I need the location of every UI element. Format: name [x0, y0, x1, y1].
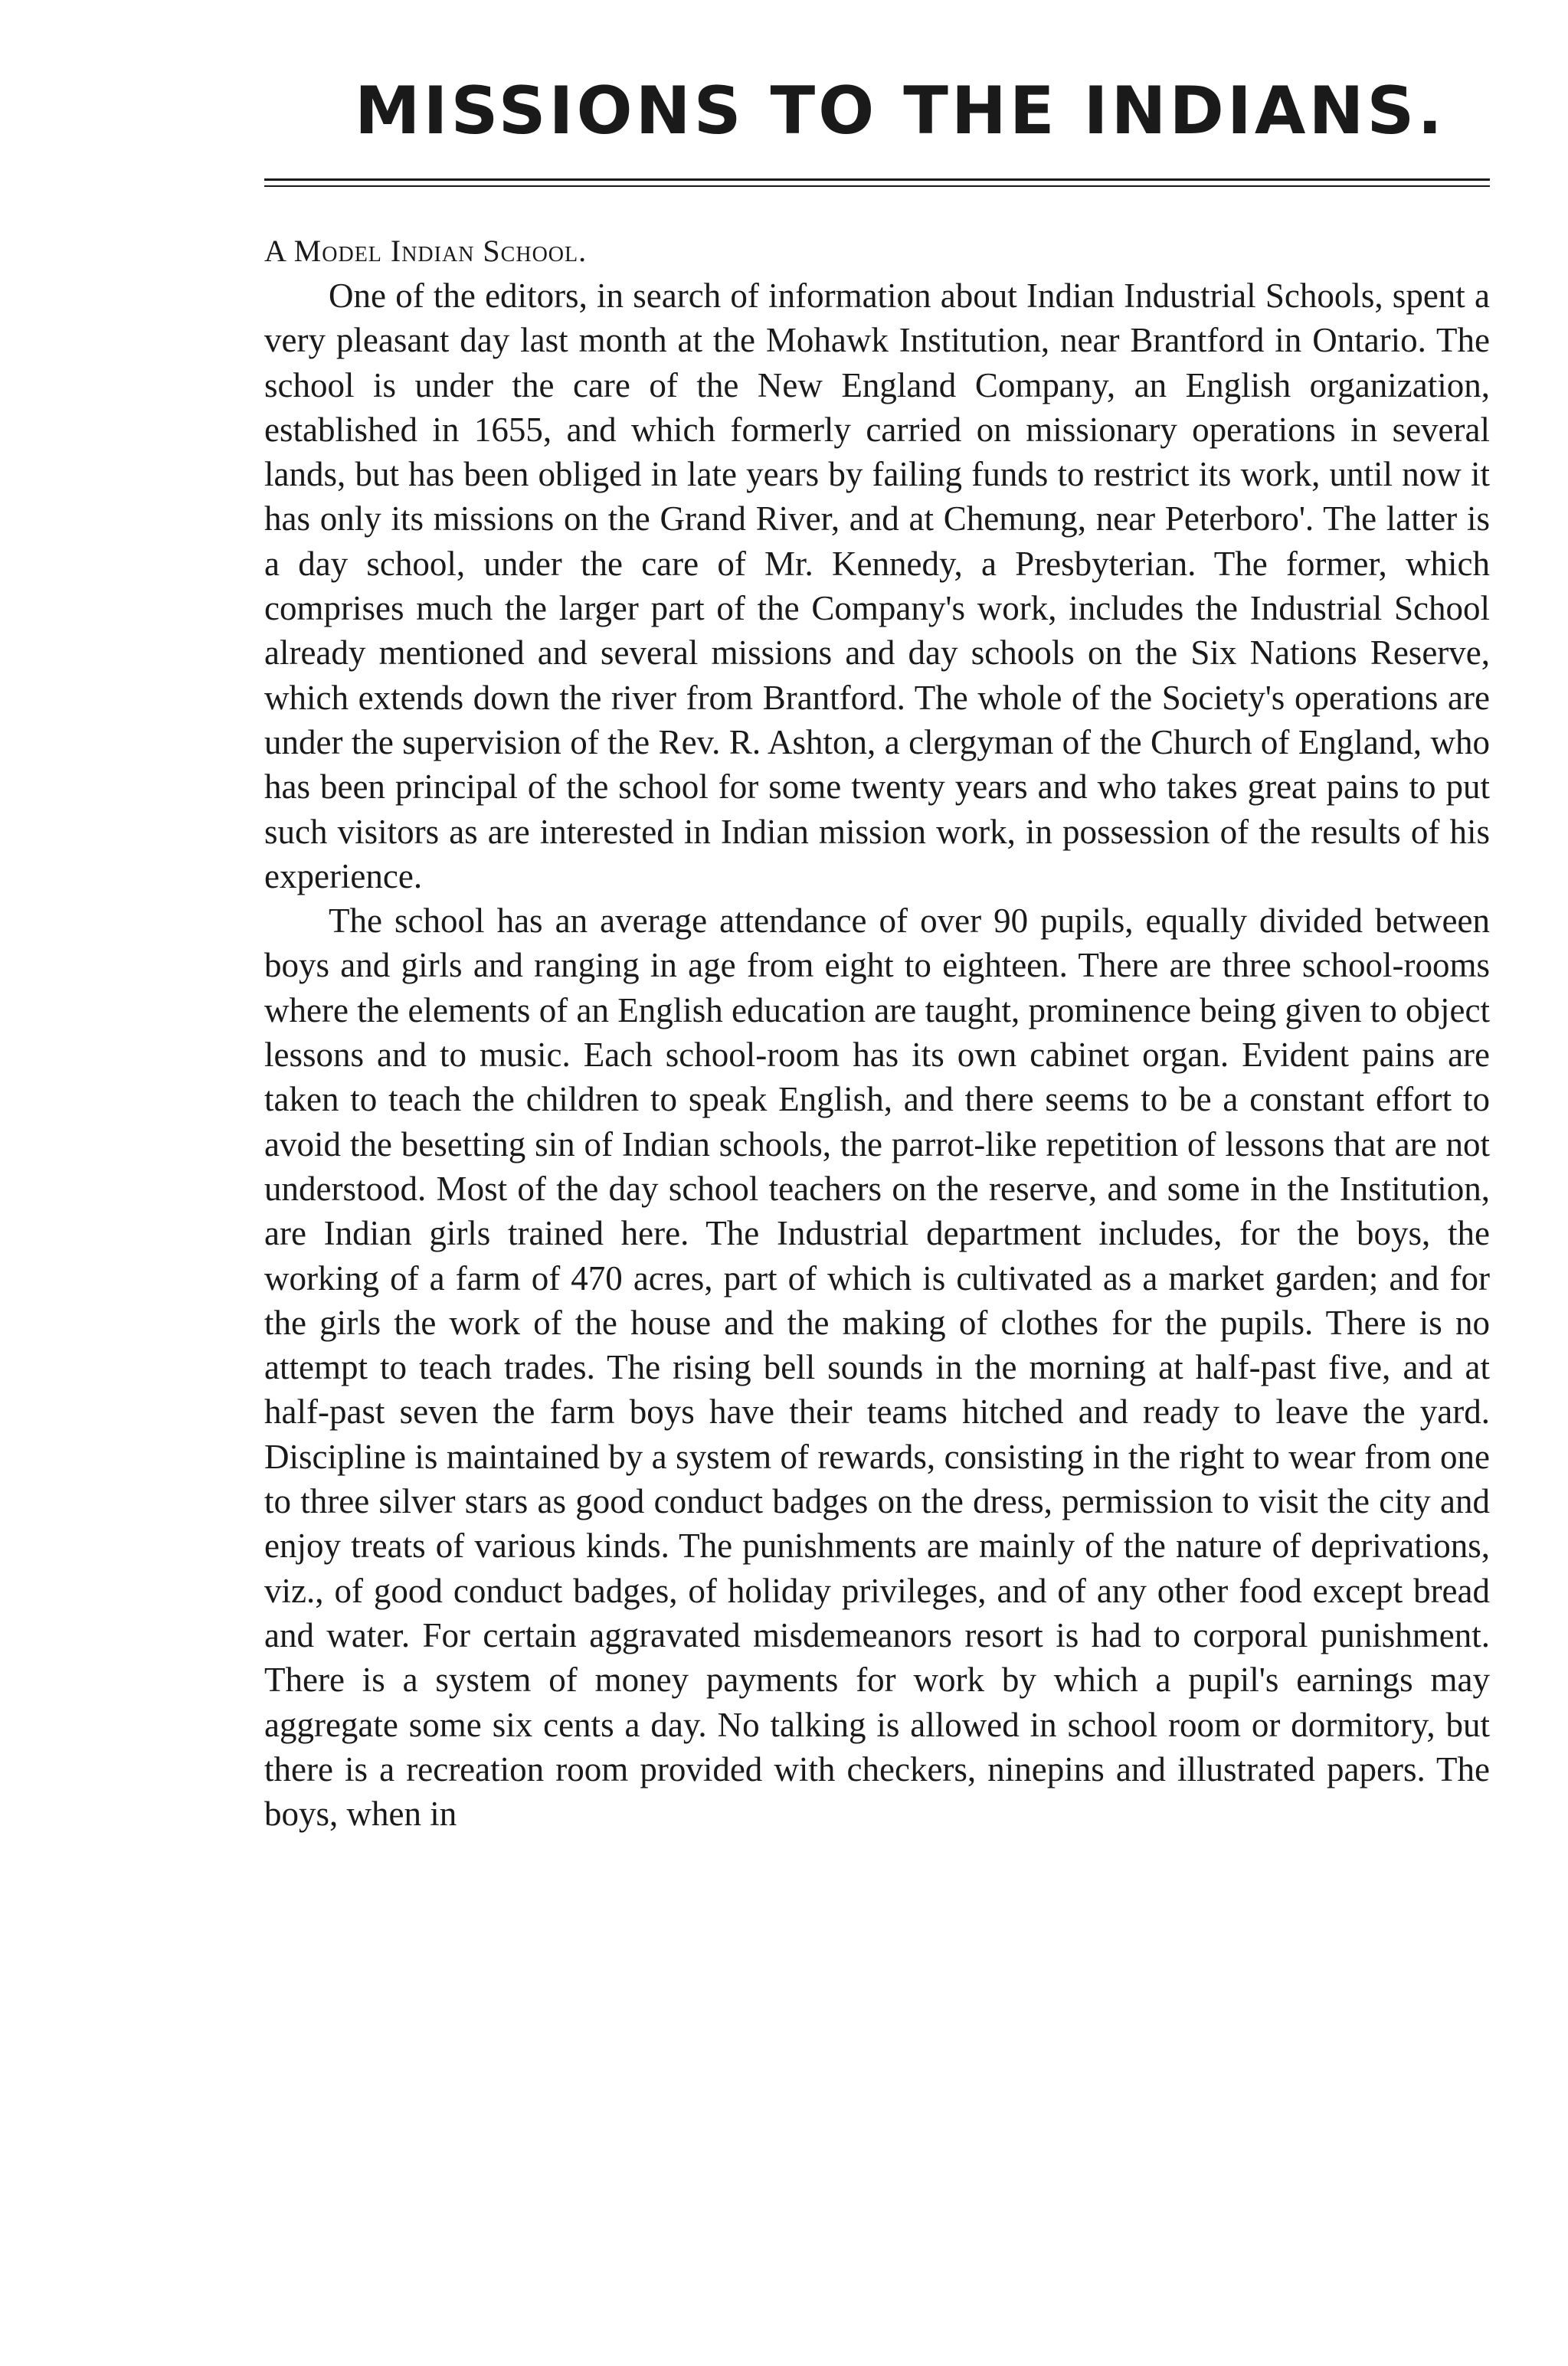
paragraph-1: One of the editors, in search of information about Indian Industrial Schools, spent a very pleasant day last month at the Mohawk Institution, near Brantford in Ontario. The school is under the care of the New England Company, an English organization, established in 1655, and which formerly carried on missionary operations in several lands, but has been obliged in late years by failing funds to restrict its work, until now it has only its missions on the Grand River, and at Chemung, near Peterboro'. The latter is a day school, under the care of Mr. Kennedy, a Presbyterian. The former, which comprises much the larger part of the Company's work, includes the Industrial School already mentioned and several missions and day schools on the Six Nations Reserve, which extends down the river from Brantford. The whole of the Society's operations are under the supervision of the Rev. R. Ashton, a clergyman of the Church of England, who has been principal of the school for some twenty years and who takes great pains to put such visitors as are interested in Indian mission work, in possession of the results of his experience.: [264, 277, 1490, 895]
page-title: MISSIONS TO THE INDIANS.: [354, 73, 1446, 149]
title-rule: [264, 178, 1490, 187]
title-rule-upper: [264, 178, 1490, 181]
title-rule-lower: [264, 185, 1490, 187]
section-heading: A Model Indian School.: [264, 234, 588, 268]
paragraph-2: The school has an average attendance of over 90 pupils, equally divided between boys and girls and ranging in age from eight to eighteen. There are three school-rooms where the elements of an English education are taught, prominence being given to object lessons and to music. Each school-room has its own cabinet organ. Evident pains are taken to teach the children to speak English, and there seems to be a constant effort to avoid the besetting sin of Indian schools, the parrot-like repetition of lessons that are not understood. Most of the day school teachers on the reserve, and some in the Institution, are Indian girls trained here. The Industrial department includes, for the boys, the working of a farm of 470 acres, part of which is cultivated as a market garden; and for the girls the work of the house and the making of clothes for the pupils. There is no attempt to teach trades. The rising bell sounds in the morning at half-past five, and at half-past seven the farm boys have their teams hitched and ready to leave the yard. Discipline is maintained by a system of rewards, consisting in the right to wear from one to three silver stars as good conduct badges on the dress, permission to visit the city and enjoy treats of various kinds. The punishments are mainly of the nature of deprivations, viz., of good conduct badges, of holiday privileges, and of any other food except bread and water. For certain aggravated misdemeanors resort is had to corporal punishment. There is a system of money payments for work by which a pupil's earnings may aggregate some six cents a day. No talking is allowed in school room or dormitory, but there is a recreation room provided with checkers, ninepins and illustrated papers. The boys, when in: [264, 902, 1490, 1834]
document-page: [264, 73, 1490, 1836]
article-body: [264, 273, 1490, 1836]
